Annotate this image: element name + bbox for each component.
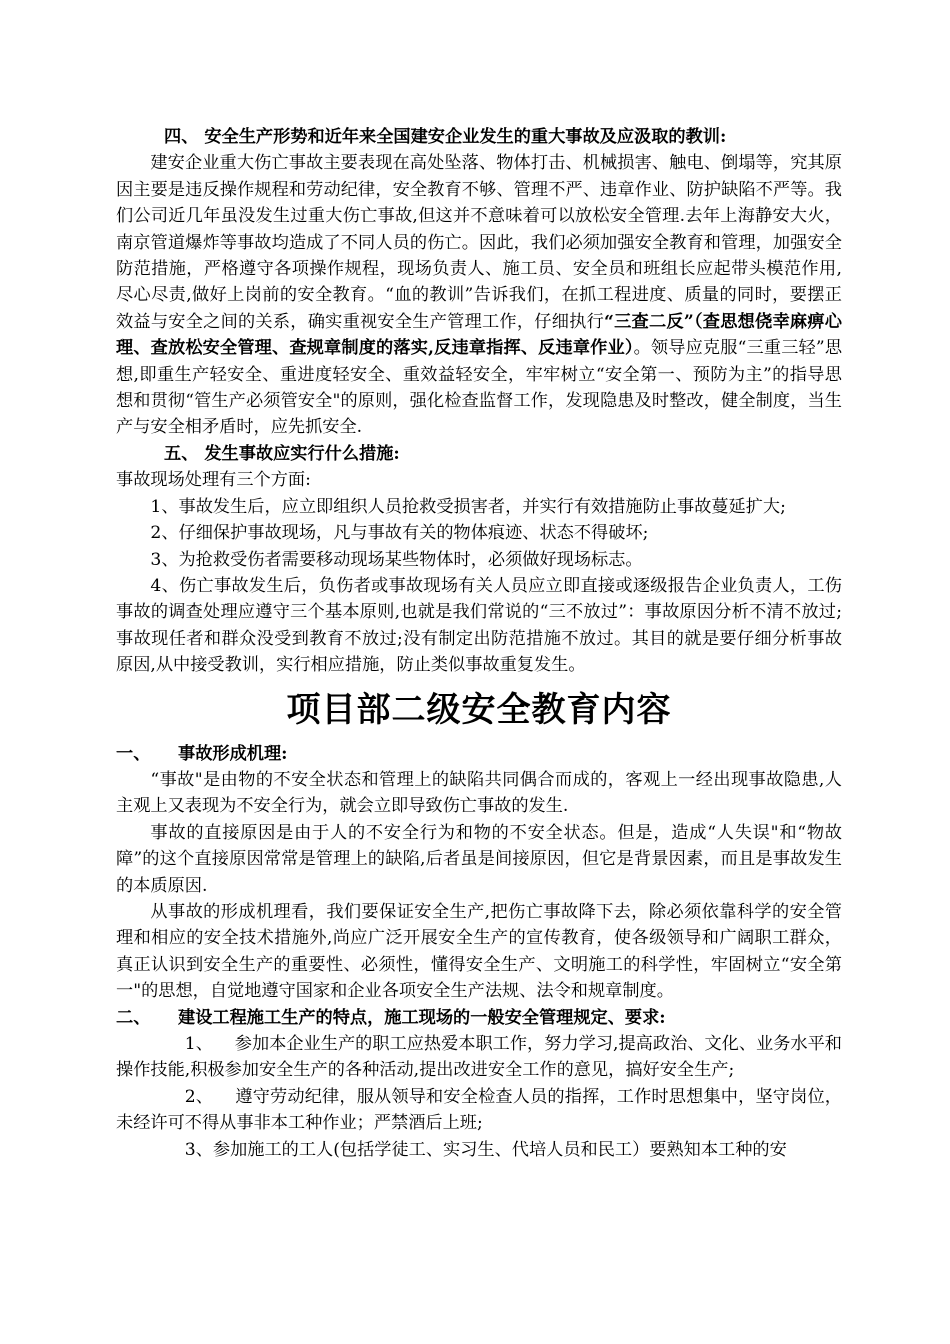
section-4-heading: 四、 安全生产形势和近年来全国建安企业发生的重大事故及应汲取的教训: <box>164 127 727 147</box>
part-1-heading <box>116 741 842 767</box>
part-1-paragraph-2: 事故的直接原因是由于人的不安全行为和物的不安全状态。但是，造成“人失误"和“物故障”的这个直接原因常常是管理上的缺陷,后者虽是间接原因，但它是背景因素，而且是事故发生的本质原因. <box>116 822 842 896</box>
section-4-text-b: 。领导应克服“三重三轻”思想,即重生产轻安全、重进度轻安全、重效益轻安全，牢牢树立“安全第一、预防为主”的指导思想和贯彻“管生产必须管安全"的原则，强化检查监督工作，发现隐患及时整改，健全制度，当生产与安全相矛盾时，应先抓安全. <box>116 338 843 438</box>
section-5-item-1: 1、事故发生后，应立即组织人员抢救受损害者，并实行有效措施防止事故蔓延扩大; <box>150 496 786 517</box>
part-2-heading-text: 建设工程施工生产的特点，施工现场的一般安全管理规定、要求: <box>178 1007 666 1028</box>
part-2-item-3 <box>116 1137 842 1163</box>
part-2-item-2-number: 2、 <box>184 1086 213 1107</box>
part-2-heading <box>116 1005 842 1031</box>
part-2-item-1 <box>116 1031 842 1084</box>
part-1-number: 一、 <box>116 743 151 764</box>
section-5-intro: 事故现场处理有三个方面: <box>116 470 311 491</box>
section-4-text-bold: “三查二反”（查思想侥幸麻痹心理、查放松安全管理、查规章制度的落实,反违章指挥、反违章作业） <box>116 311 842 359</box>
part-2-number: 二、 <box>116 1007 151 1028</box>
document-title: 项目部二级安全教育内容 <box>286 689 672 730</box>
part-2-item-3-number: 3、 <box>184 1139 213 1160</box>
part-2-item-3-text: 参加施工的工人(包括学徒工、实习生、代培人员和民工）要熟知本工种的安 <box>212 1139 787 1160</box>
section-5-heading: 五、 发生事故应实行什么措施: <box>164 443 400 464</box>
section-4-paragraph <box>116 150 842 440</box>
section-5-item-3: 3、为抢救受伤者需要移动现场某些物体时，必须做好现场标志。 <box>150 549 643 570</box>
part-2-item-2-text: 遵守劳动纪律，服从领导和安全检查人员的指挥，工作时思想集中，坚守岗位，未经许可不得从事非本工种作业；严禁酒后上班; <box>116 1086 842 1134</box>
part-2-item-2 <box>116 1084 842 1137</box>
part-1-heading-text: 事故形成机理: <box>178 743 288 764</box>
section-5-item-2: 2、仔细保护事故现场，凡与事故有关的物体痕迹、状态不得破坏; <box>150 523 649 544</box>
part-1-paragraph-3: 从事故的形成机理看，我们要保证安全生产,把伤亡事故降下去，除必须依靠科学的安全管理和相应的安全技术措施外,尚应广泛开展安全生产的宣传教育，使各级领导和广阔职工群众，真正认识到安全生产的重要性、必须性，懂得安全生产、文明施工的科学性，牢固树立“安全第一"的思想，自觉地遵守国家和企业各项安全生产法规、法令和规章制度。 <box>116 901 842 1002</box>
section-4-text-a: 建安企业重大伤亡事故主要表现在高处坠落、物体打击、机械损害、触电、倒塌等，究其原因主要是违反操作规程和劳动纪律，安全教育不够、管理不严、违章作业、防护缺陷不严等。我们公司近几年虽没发生过重大伤亡事故,但这并不意味着可以放松安全管理.去年上海静安大火，南京管道爆炸等事故均造成了不同人员的伤亡。因此，我们必须加强安全教育和管理，加强安全防范措施，严格遵守各项操作规程，现场负责人、施工员、安全员和班组长应起带头模范作用,尽心尽责,做好上岗前的安全教育。“血的教训”告诉我们，在抓工程进度、质量的同时，要摆正效益与安全之间的关系，确实重视安全生产管理工作，仔细执行 <box>116 153 842 332</box>
part-2-item-1-number: 1、 <box>184 1034 213 1054</box>
part-1-paragraph-1: “事故"是由物的不安全状态和管理上的缺陷共同偶合而成的，客观上一经出现事故隐患,人主观上又表现为不安全行为，就会立即导致伤亡事故的发生. <box>116 769 842 817</box>
part-2-item-1-text: 参加本企业生产的职工应热爱本职工作，努力学习,提高政治、文化、业务水平和操作技能,积极参加安全生产的各种活动,提出改进安全工作的意见，搞好安全生产; <box>116 1034 842 1081</box>
section-5-item-4: 4、伤亡事故发生后，负伤者或事故现场有关人员应立即直接或逐级报告企业负责人，工伤事故的调查处理应遵守三个基本原则,也就是我们常说的“三不放过”：事故原因分析不清不放过;事故现任者和群众没受到教育不放过;没有制定出防范措施不放过。其目的就是要仔细分析事故原因,从中接受教训，实行相应措施，防止类似事故重复发生。 <box>116 575 842 676</box>
